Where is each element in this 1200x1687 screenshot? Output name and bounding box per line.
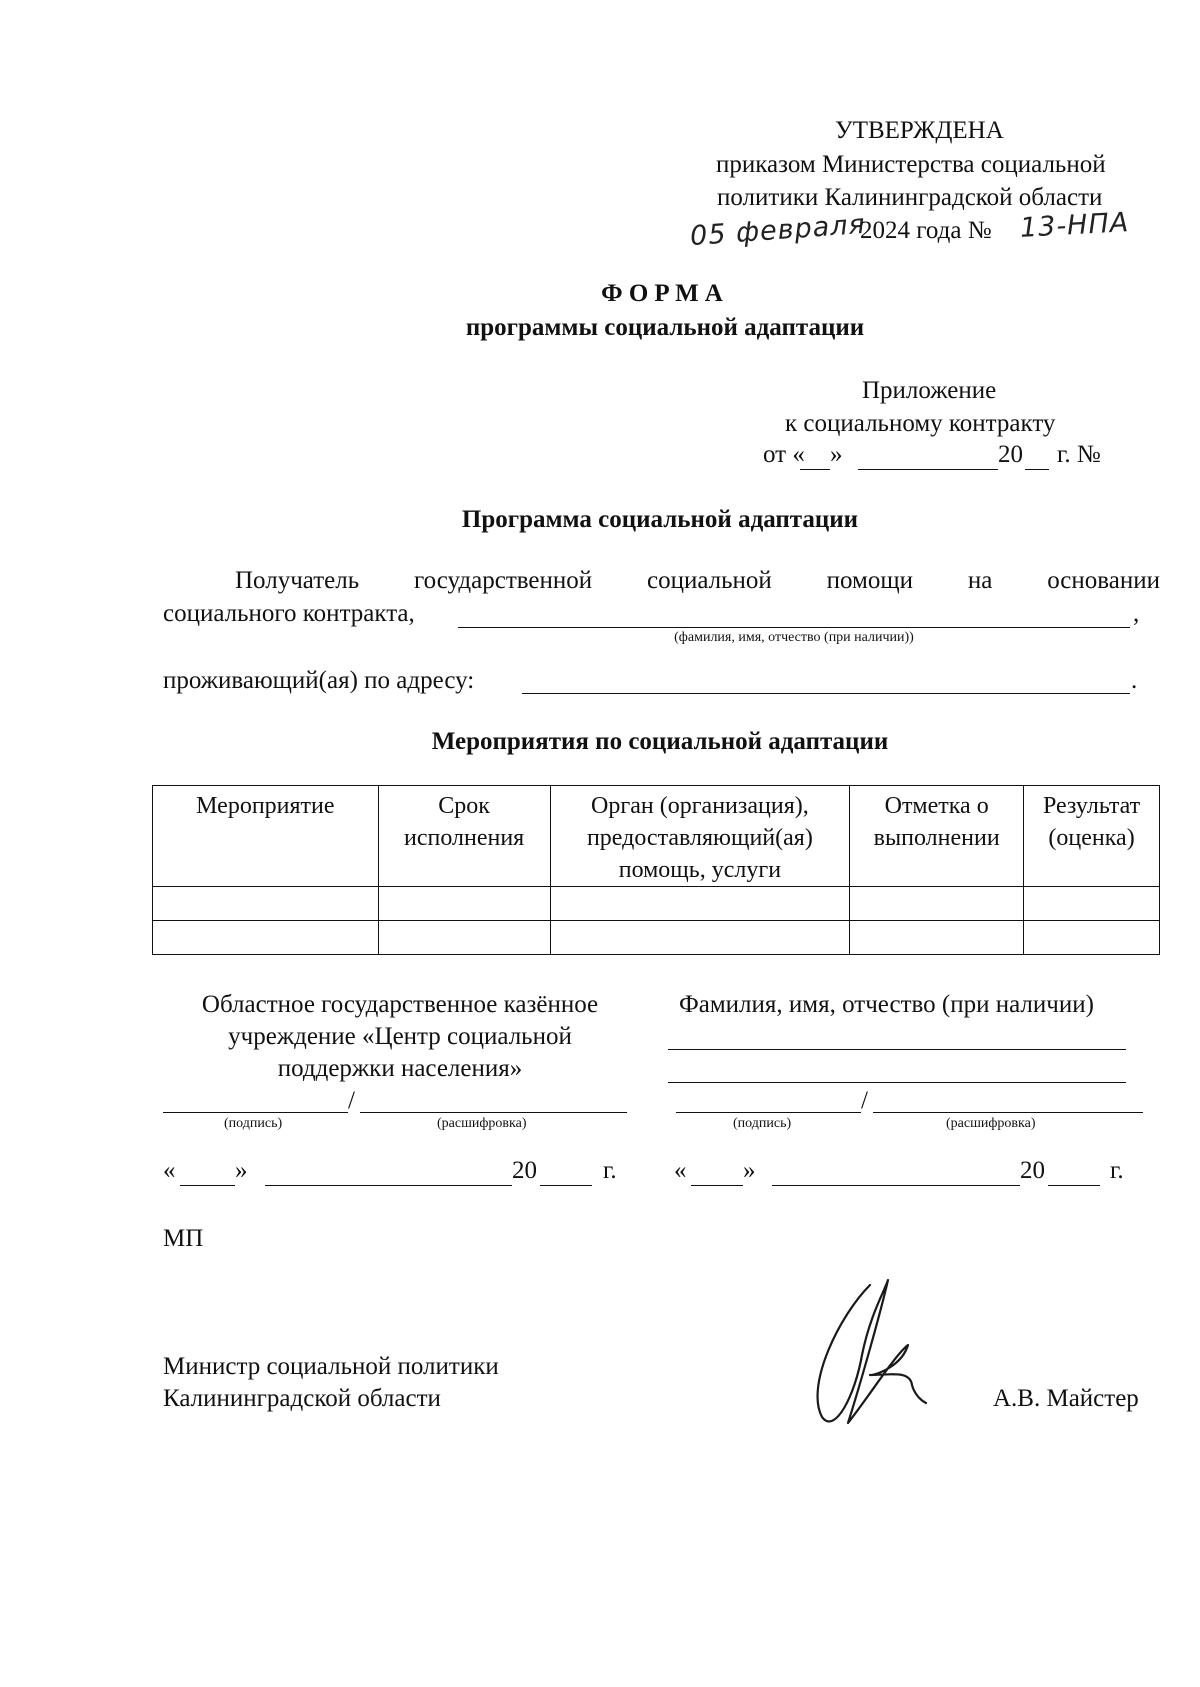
right-slash: / bbox=[861, 1087, 868, 1114]
left-org-line-1: Областное государственное казённое bbox=[201, 991, 599, 1018]
right-date-open: « bbox=[674, 1157, 687, 1184]
left-decode-line bbox=[360, 1112, 627, 1113]
minister-line-1: Министр социальной политики bbox=[163, 1353, 499, 1380]
approval-year-text: 2024 года № bbox=[860, 217, 992, 244]
right-date-year: 20 bbox=[1020, 1157, 1045, 1184]
approval-line-2: политики Калининградской области bbox=[717, 184, 1103, 211]
form-title-word: ФОРМА bbox=[601, 280, 729, 307]
right-signature-line bbox=[676, 1112, 861, 1113]
header-completion-mark: Отметка о выполнении bbox=[850, 786, 1024, 887]
address-period: . bbox=[1131, 667, 1138, 694]
measures-table bbox=[152, 785, 1160, 955]
header-organization: Орган (организация), предоставляющий(ая) помощь, услуги bbox=[550, 786, 850, 887]
recipient-word: основании bbox=[1047, 567, 1160, 594]
appendix-month-line bbox=[858, 469, 998, 470]
table-row bbox=[153, 887, 1160, 921]
approval-number-handwritten: 13-НПА bbox=[1019, 207, 1130, 244]
mp-mark: МП bbox=[163, 1225, 204, 1252]
appendix-line-1: Приложение bbox=[862, 377, 997, 404]
approval-line-1: приказом Министерства социальной bbox=[716, 151, 1106, 178]
right-date-g: г. bbox=[1110, 1157, 1124, 1184]
address-line bbox=[522, 693, 1130, 694]
table-cell bbox=[1024, 921, 1160, 955]
header-measure: Мероприятие bbox=[153, 786, 379, 887]
header-result: Результат (оценка) bbox=[1024, 786, 1160, 887]
table-cell bbox=[850, 921, 1024, 955]
recipient-word: социальной bbox=[647, 567, 772, 594]
table-row bbox=[153, 921, 1160, 955]
recipient-comma: , bbox=[1133, 600, 1140, 627]
table-header-row bbox=[153, 786, 1160, 887]
table-cell bbox=[378, 921, 550, 955]
header-deadline: Срок исполнения bbox=[378, 786, 550, 887]
right-decode-line bbox=[873, 1112, 1143, 1113]
table-cell bbox=[153, 921, 379, 955]
left-org-line-2: учреждение «Центр социальной bbox=[228, 1023, 572, 1050]
recipient-contract-text: социального контракта, bbox=[163, 600, 415, 627]
right-date-day-line bbox=[691, 1185, 743, 1186]
table-cell bbox=[550, 921, 850, 955]
right-date-year-line bbox=[1048, 1185, 1100, 1186]
table-cell bbox=[1024, 887, 1160, 921]
appendix-year: 20 bbox=[998, 441, 1023, 468]
right-date-close: » bbox=[743, 1157, 756, 1184]
left-date-year: 20 bbox=[512, 1157, 537, 1184]
address-label: проживающий(ая) по адресу: bbox=[163, 667, 475, 694]
left-sign-caption: (подпись) bbox=[224, 1116, 283, 1131]
appendix-from: от « bbox=[763, 441, 805, 468]
recipient-word: помощи bbox=[826, 567, 914, 594]
recipient-word: на bbox=[967, 567, 993, 594]
measures-heading: Мероприятия по социальной адаптации bbox=[431, 728, 889, 755]
appendix-line-2: к социальному контракту bbox=[785, 410, 1056, 437]
left-date-month-line bbox=[265, 1185, 512, 1186]
recipient-name-caption: (фамилия, имя, отчество (при наличии)) bbox=[674, 630, 914, 645]
appendix-g-number: г. № bbox=[1057, 441, 1101, 468]
form-title-subtitle: программы социальной адаптации bbox=[465, 314, 865, 341]
right-sign-caption: (подпись) bbox=[733, 1116, 792, 1131]
left-org-line-3: поддержки населения» bbox=[277, 1055, 523, 1082]
table-cell bbox=[550, 887, 850, 921]
recipient-word: государственной bbox=[413, 567, 593, 594]
recipient-word: Получатель bbox=[235, 567, 360, 594]
left-slash: / bbox=[348, 1087, 355, 1114]
left-date-day-line bbox=[180, 1185, 235, 1186]
right-fio-title: Фамилия, имя, отчество (при наличии) bbox=[679, 991, 1094, 1018]
minister-line-2: Калининградской области bbox=[163, 1385, 441, 1412]
left-decode-caption: (расшифровка) bbox=[437, 1116, 527, 1131]
appendix-year-line bbox=[1025, 469, 1049, 470]
appendix-close-quote: » bbox=[830, 441, 843, 468]
program-heading: Программа социальной адаптации bbox=[461, 506, 859, 533]
left-date-year-line bbox=[540, 1185, 592, 1186]
approval-title: УТВЕРЖДЕНА bbox=[835, 117, 1004, 144]
table-cell bbox=[850, 887, 1024, 921]
left-date-g: г. bbox=[603, 1157, 617, 1184]
table-cell bbox=[153, 887, 379, 921]
right-decode-caption: (расшифровка) bbox=[946, 1116, 1036, 1131]
approval-date-handwritten: 05 февраля bbox=[689, 208, 867, 253]
right-fio-line-1 bbox=[668, 1049, 1126, 1050]
recipient-line-1 bbox=[235, 567, 1160, 595]
appendix-day-line bbox=[800, 469, 830, 470]
right-fio-line-2 bbox=[668, 1082, 1126, 1083]
minister-name: А.В. Майстер bbox=[993, 1385, 1139, 1412]
table-cell bbox=[378, 887, 550, 921]
left-date-close: » bbox=[235, 1157, 248, 1184]
left-date-open: « bbox=[163, 1157, 176, 1184]
left-signature-line bbox=[163, 1112, 348, 1113]
right-date-month-line bbox=[772, 1185, 1020, 1186]
recipient-name-line bbox=[458, 627, 1130, 628]
handwritten-signature bbox=[800, 1275, 960, 1435]
